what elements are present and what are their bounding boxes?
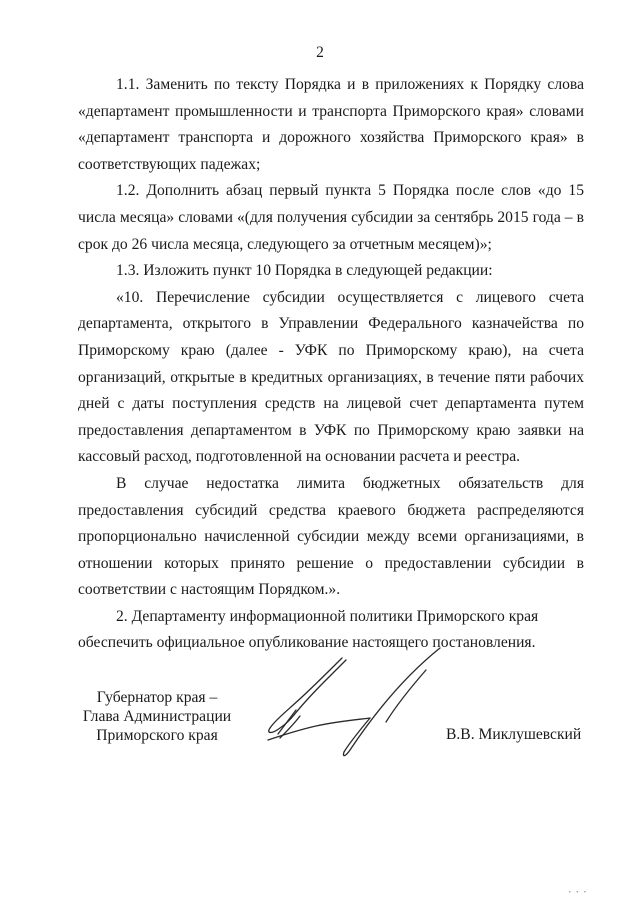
scan-artifact: • • • <box>568 890 588 896</box>
handwritten-signature <box>250 640 450 770</box>
paragraph-quote-10: «10. Перечисление субсидии осуществляется с лицевого счета департамента, открытого в Управлении Федерального казначейства по Приморскому краю (далее - УФК по Приморскому краю), на счета организаций, открытые в кредитных организациях, в течение пяти рабочих дней с даты поступления средств на лицевой счет департамента путем предоставления департаментом в УФК по Приморскому краю заявки на кассовый расход, подготовленной на основании расчета и реестра. <box>78 288 584 466</box>
signatory-title-line-2: Глава Администрации <box>82 708 232 725</box>
signatory-title <box>78 688 236 745</box>
paragraph-1-3: 1.3. Изложить пункт 10 Порядка в следующей редакции: <box>116 262 493 280</box>
page-number: 2 <box>316 44 324 61</box>
paragraph-1-2: 1.2. Дополнить абзац первый пункта 5 Порядка после слов «до 15 числа месяца» словами «(для получения субсидии за сентябрь 2015 года – в срок до 26 числа месяца, следующего за отчетным месяцем)»; <box>78 182 584 253</box>
paragraph-budget-limit: В случае недостатка лимита бюджетных обязательств для предоставления субсидий средства краевого бюджета распределяются пропорционально начисленной субсидии между всеми организациями, в отношении которых принято решение о предоставлении субсидии в соответствии с настоящим Порядком.». <box>78 474 584 599</box>
paragraph-2: 2. Департаменту информационной политики Приморского края обеспечить официальное опубликование настоящего постановления. <box>78 607 539 652</box>
signatory-name: В.В. Миклушевский <box>446 726 582 743</box>
signatory-title-line-3: Приморского края <box>96 727 218 744</box>
paragraph-1-1: 1.1. Заменить по тексту Порядка и в приложениях к Порядку слова «департамент промышленности и транспорта Приморского края» словами «департамент транспорта и дорожного хозяйства Приморского края» в соответствующих падежах; <box>78 76 584 173</box>
signatory-title-line-1: Губернатор края – <box>96 689 218 706</box>
